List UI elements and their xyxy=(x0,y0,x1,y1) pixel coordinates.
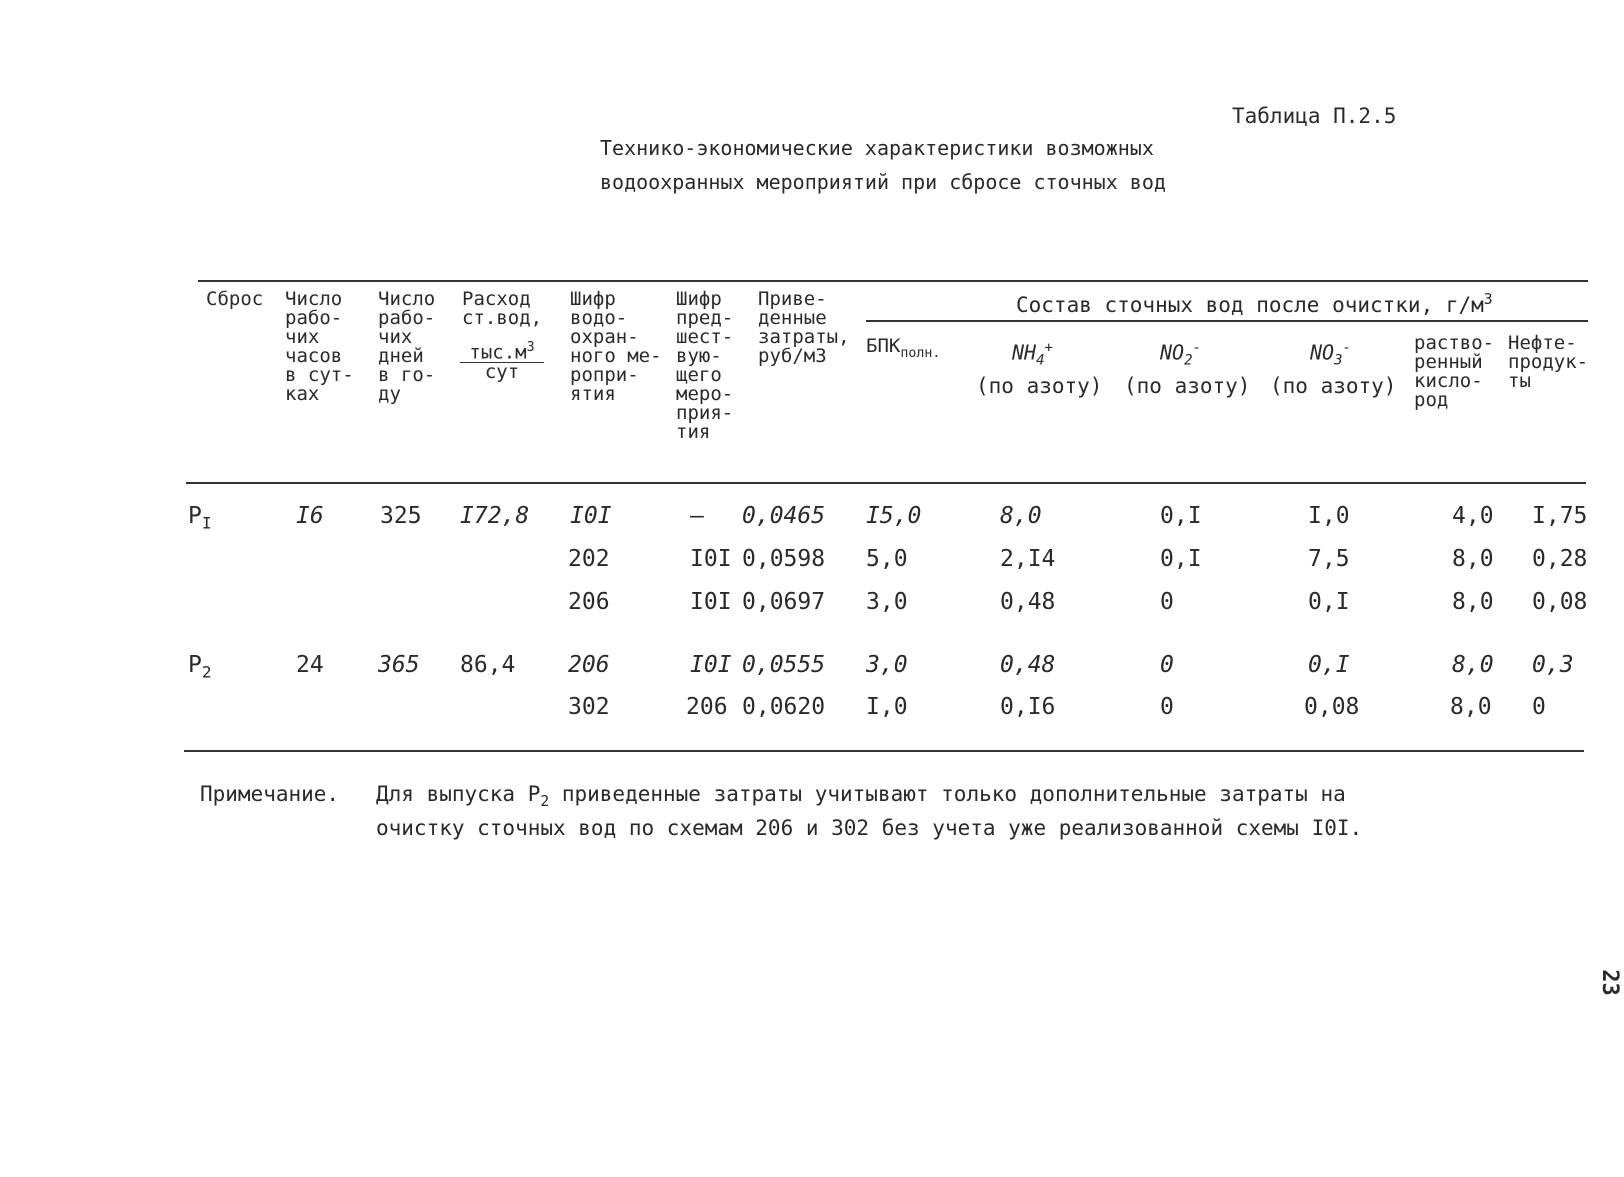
cell-no3: 0,08 xyxy=(1304,694,1360,720)
header-shifr: Шифр водо- охран- ного ме- ропри- ятия xyxy=(570,288,662,405)
cell-no2: 0 xyxy=(1160,589,1174,615)
cell-pred: I0I xyxy=(690,589,732,615)
header-hours: Число рабо- чих часов в сут- ках xyxy=(285,288,354,405)
header-no2: $NO_2^-$ xyxy=(1160,340,1201,369)
cell-days: 325 xyxy=(380,503,422,529)
cell-zatraty: 0,0555 xyxy=(742,652,826,678)
cell-nh4: 8,0 xyxy=(1000,503,1042,529)
cell-nefte: 0 xyxy=(1532,694,1546,720)
header-nh4-azot: (по азоту) xyxy=(976,374,1103,398)
cell-nh4: 0,I6 xyxy=(1000,694,1056,720)
cell-nefte: 0,3 xyxy=(1532,652,1574,678)
cell-kislorod: 8,0 xyxy=(1452,546,1494,572)
page-number: 23 xyxy=(1596,969,1622,996)
cell-shifr: 202 xyxy=(568,546,610,572)
cell-no2: 0 xyxy=(1160,652,1174,678)
header-sostav: Состав сточных вод после очистки, $г/м^3$ xyxy=(1016,291,1493,317)
header-nh4: $NH_4^+$ xyxy=(1012,340,1053,369)
cell-bpk: 5,0 xyxy=(866,546,908,572)
cell-rashod: 86,4 xyxy=(460,652,516,678)
cell-nh4: 0,48 xyxy=(1000,652,1056,678)
cell-no3: 0,I xyxy=(1308,589,1350,615)
cell-sbros: $P_2$ xyxy=(188,652,212,682)
header-sbros: Сброс xyxy=(206,288,264,310)
cell-no3: 7,5 xyxy=(1308,546,1350,572)
cell-bpk: 3,0 xyxy=(866,652,908,678)
cell-no2: 0,I xyxy=(1160,546,1202,572)
cell-zatraty: 0,0697 xyxy=(742,589,826,615)
cell-bpk: 3,0 xyxy=(866,589,908,615)
cell-shifr: I0I xyxy=(570,503,612,529)
cell-zatraty: 0,0620 xyxy=(742,694,826,720)
cell-shifr: 206 xyxy=(568,589,610,615)
cell-bpk: I5,0 xyxy=(866,503,922,529)
table-bottom-rule xyxy=(184,750,1584,752)
note-line1: Для выпуска $P_2$ приведенные затраты учитывают только дополнительные затраты на xyxy=(376,782,1346,811)
header-shifr-pred: Шифр пред- шест- вую- щего меро- прия- тия xyxy=(676,288,734,443)
cell-nefte: 0,28 xyxy=(1532,546,1588,572)
cell-zatraty: 0,0598 xyxy=(742,546,826,572)
cell-kislorod: 8,0 xyxy=(1450,694,1492,720)
header-no2-azot: (по азоту) xyxy=(1124,374,1251,398)
header-bottom-rule xyxy=(186,482,1586,484)
cell-no3: 0,I xyxy=(1308,652,1350,678)
cell-pred: I0I xyxy=(690,652,732,678)
header-zatraty: Приве- денные затраты, руб/м3 xyxy=(758,288,850,367)
cell-kislorod: 4,0 xyxy=(1452,503,1494,529)
table-title-line2: водоохранных мероприятий при сбросе сточных вод xyxy=(600,170,1166,194)
cell-pred: – xyxy=(690,503,704,529)
table-label: Таблица П.2.5 xyxy=(1232,104,1397,128)
cell-shifr: 206 xyxy=(568,652,610,678)
header-rashod: Расход ст.вод, xyxy=(462,288,543,329)
cell-pred: 206 xyxy=(686,694,728,720)
cell-zatraty: 0,0465 xyxy=(742,503,826,529)
cell-kislorod: 8,0 xyxy=(1452,589,1494,615)
header-nefte: Нефте- продук- ты xyxy=(1508,332,1589,392)
cell-nefte: I,75 xyxy=(1532,503,1588,529)
header-no3: $NO_3^-$ xyxy=(1310,340,1351,369)
note-line2: очистку сточных вод по схемам 206 и 302 без учета уже реализованной схемы I0I. xyxy=(376,816,1363,840)
cell-hours: 24 xyxy=(296,652,324,678)
cell-rashod: I72,8 xyxy=(460,503,530,529)
cell-shifr: 302 xyxy=(568,694,610,720)
cell-nefte: 0,08 xyxy=(1532,589,1588,615)
note-label: Примечание. xyxy=(200,782,340,806)
cell-nh4: 0,48 xyxy=(1000,589,1056,615)
table-title-line1: Технико-экономические характеристики возможных xyxy=(600,136,1154,160)
cell-no2: 0 xyxy=(1160,694,1174,720)
header-rashod-units: $тыс.м^3$ сут xyxy=(460,338,544,382)
header-days: Число рабо- чих дней в го- ду xyxy=(378,288,436,405)
cell-days: 365 xyxy=(378,652,420,678)
cell-hours: I6 xyxy=(296,503,324,529)
cell-pred: I0I xyxy=(690,546,732,572)
header-bpk: $БПК_{полн.}$ xyxy=(866,335,941,361)
header-kislorod: раство- ренный кисло- род xyxy=(1414,332,1495,411)
cell-sbros: $P_I$ xyxy=(188,503,212,533)
cell-no3: I,0 xyxy=(1308,503,1350,529)
cell-no2: 0,I xyxy=(1160,503,1202,529)
table-top-rule xyxy=(198,280,1588,282)
cell-nh4: 2,I4 xyxy=(1000,546,1056,572)
cell-kislorod: 8,0 xyxy=(1452,652,1494,678)
header-no3-azot: (по азоту) xyxy=(1270,374,1397,398)
sostav-rule xyxy=(866,320,1588,322)
cell-bpk: I,0 xyxy=(866,694,908,720)
